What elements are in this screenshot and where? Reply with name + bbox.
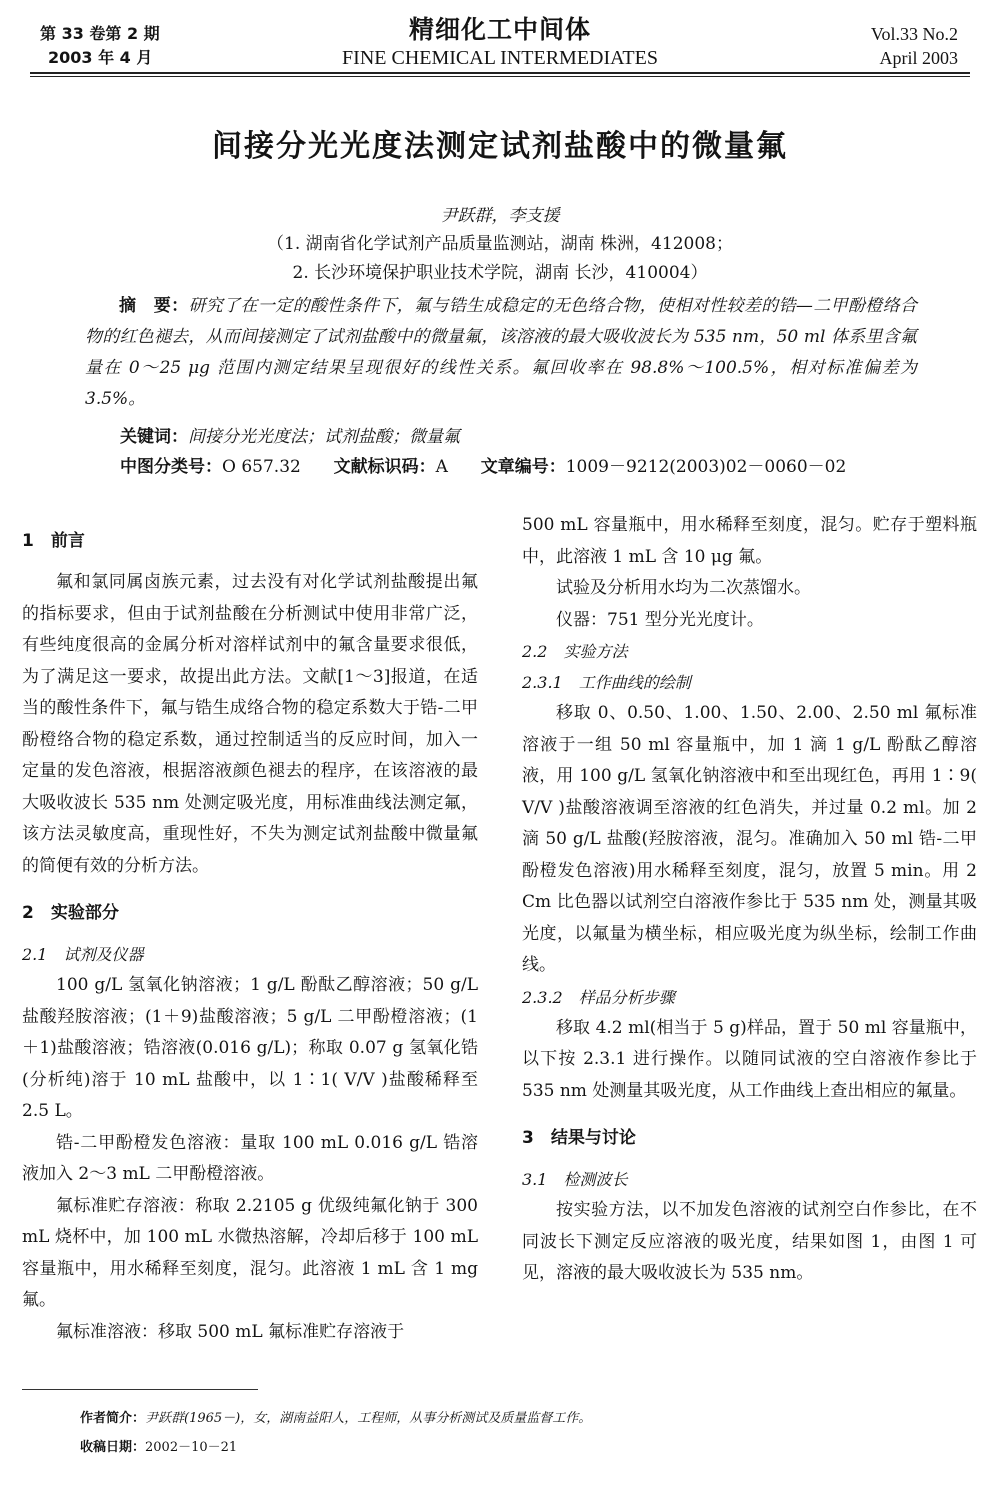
sample-analysis-paragraph: 移取 4.2 ml(相当于 5 g)样品，置于 50 ml 容量瓶中，以下按 2.3.1 进行操作。以随同试液的空白溶液作参比于 535 nm 处测量其吸光度，从工作曲线上查出相应的氟量。 — [522, 1017, 977, 1101]
section-2-1-heading: 2.1 试剂及仪器 — [22, 945, 144, 964]
issue-info-en — [871, 22, 958, 70]
journal-name-en: FINE CHEMICAL INTERMEDIATES — [342, 47, 658, 69]
left-column — [22, 526, 478, 1348]
section-2-3-2-heading: 2.3.2 样品分析步骤 — [522, 987, 675, 1007]
calibration-curve-paragraph: 移取 0、0.50、1.00、1.50、2.00、2.50 ml 氟标准溶液于一组 50 ml 容量瓶中，加 1 滴 1 g/L 酚酞乙醇溶液，用 100 g/L 氢氧化钠溶液中和至出现红色，再用 1∶9( V/V )盐酸溶液调至溶液的红色消失，并过量 0.2 ml。加 2 滴 50 g/L 盐酸(羟胺溶液，混匀。准确加入 50 ml 锆-二甲酚橙发色溶液)用水稀释至刻度，混匀，放置 5 min。用 2 Cm 比色器以试剂空白溶液作参比于 535 nm 处，测量其吸光度，以氟量为横坐标，相应吸光度为纵坐标，绘制工作曲线。 — [522, 703, 977, 975]
volume-issue-en: Vol.33 No.2 — [870, 24, 958, 44]
section-2-heading: 2 实验部分 — [22, 903, 119, 923]
reagents-paragraph: 100 g/L 氢氧化钠溶液；1 g/L 酚酞乙醇溶液；50 g/L 盐酸羟胺溶液；(1＋9)盐酸溶液；5 g/L 二甲酚橙溶液；(1＋1)盐酸溶液；锆溶液(0.016 g/L)；称取 0.07 g 氢氧化锆(分析纯)溶于 10 mL 盐酸中，以 1∶1( V/V )盐酸稀释至 2.5 L。 — [22, 975, 478, 1121]
right-column — [522, 510, 977, 1290]
clc-label: 中图分类号： — [120, 457, 222, 477]
author-bio-label: 作者简介： — [80, 1411, 146, 1426]
wavelength-paragraph: 按实验方法，以不加发色溶液的试剂空白作参比，在不同波长下测定反应溶液的吸光度，结果如图 1，由图 1 可见，溶液的最大吸收波长为 535 nm。 — [522, 1200, 977, 1283]
article-no-value: 1009－9212(2003)02－0060－02 — [565, 457, 847, 477]
section-3-1-heading: 3.1 检测波长 — [522, 1170, 628, 1189]
classification-line — [120, 453, 846, 481]
affiliation-2: 2. 长沙环境保护职业技术学院，湖南 长沙，410004） — [292, 263, 708, 283]
fluoride-standard-continued: 500 mL 容量瓶中，用水稀释至刻度，混匀。贮存于塑料瓶中，此溶液 1 mL 含 10 μg 氟。 — [522, 515, 977, 567]
fluoride-stock-paragraph: 氟标准贮存溶液：称取 2.2105 g 优级纯氟化钠于 300 mL 烧杯中，加 100 mL 水微热溶解，冷却后移于 100 mL 容量瓶中，用水稀释至刻度，混匀。此溶液 1 mL 含 1 mg 氟。 — [22, 1195, 478, 1310]
section-1-heading: 1 前言 — [22, 531, 85, 551]
chromogenic-solution-paragraph: 锆-二甲酚橙发色溶液：量取 100 mL 0.016 g/L 锆溶液加入 2～3 mL 二甲酚橙溶液。 — [22, 1132, 478, 1184]
author-bio — [80, 1408, 591, 1430]
affiliation-1: （1. 湖南省化学试剂产品质量监测站，湖南 株洲，412008； — [267, 234, 733, 254]
author-bio-text: 尹跃群(1965－)，女，湖南益阳人，工程师，从事分析测试及质量监督工作。 — [145, 1411, 592, 1426]
fluoride-standard-paragraph: 氟标准溶液：移取 500 mL 氟标准贮存溶液于 — [56, 1321, 405, 1342]
volume-issue: 第 33 卷第 2 期 — [40, 24, 160, 43]
instrument-paragraph: 仪器：751 型分光光度计。 — [556, 609, 764, 630]
clc-value: O 657.32 — [222, 457, 301, 477]
article-no-label: 文章编号： — [480, 457, 566, 477]
section-2-2-heading: 2.2 实验方法 — [522, 642, 628, 661]
header-rule — [30, 72, 970, 74]
keywords-label: 关键词： — [120, 427, 188, 447]
abstract-text: 研究了在一定的酸性条件下，氟与锆生成稳定的无色络合物，使相对性较差的锆—二甲酚橙络合物的红色褪去，从而间接测定了试剂盐酸中的微量氟，该溶液的最大吸收波长为 535 nm，50 ml 体系里含氟量在 0～25 μg 范围内测定结果呈现很好的线性关系。氟回收率在 98.8%～100.5%，相对标准偏差为 3.5%。 — [85, 296, 918, 409]
received-date — [80, 1437, 237, 1459]
section-2-3-1-heading: 2.3.1 工作曲线的绘制 — [522, 673, 691, 692]
section-1-paragraph: 氟和氯同属卤族元素，过去没有对化学试剂盐酸提出氟的指标要求，但由于试剂盐酸在分析测试中使用非常广泛，有些纯度很高的金属分析对溶样试剂中的氟含量要求很低，为了满足这一要求，故提出此方法。文献[1～3]报道，在适当的酸性条件下，氟与锆生成络合物的稳定系数大于锆-二甲酚橙络合物的稳定系数，通过控制适当的反应时间，加入一定量的发色溶液，根据溶液颜色褪去的程序，在该溶液的最大吸收波长 535 nm 处测定吸光度，用标准曲线法测定氟，该方法灵敏度高，重现性好，不失为测定试剂盐酸中微量氟的简便有效的分析方法。 — [22, 572, 478, 876]
footnote-rule — [22, 1389, 258, 1390]
issue-date: 2003 年 4 月 — [48, 48, 153, 67]
doc-code-value: A — [435, 457, 448, 477]
abstract — [85, 291, 917, 415]
issue-info — [40, 22, 160, 70]
keywords — [120, 423, 460, 451]
article-title: 间接分光光度法测定试剂盐酸中的微量氟 — [212, 129, 788, 164]
header-rule-thin — [30, 76, 970, 77]
received-date-label: 收稿日期： — [80, 1440, 146, 1455]
section-3-heading: 3 结果与讨论 — [522, 1128, 636, 1148]
received-date-text: 2002－10－21 — [145, 1440, 238, 1455]
journal-name — [300, 14, 700, 70]
water-paragraph: 试验及分析用水均为二次蒸馏水。 — [556, 578, 811, 598]
abstract-label: 摘 要： — [119, 296, 189, 316]
doc-code-label: 文献标识码： — [333, 457, 436, 477]
author-list: 尹跃群，李支援 — [440, 206, 560, 226]
issue-date-en: April 2003 — [879, 48, 958, 68]
keywords-text: 间接分光光度法；试剂盐酸；微量氟 — [188, 427, 460, 447]
journal-name-cn: 精细化工中间体 — [408, 15, 591, 44]
